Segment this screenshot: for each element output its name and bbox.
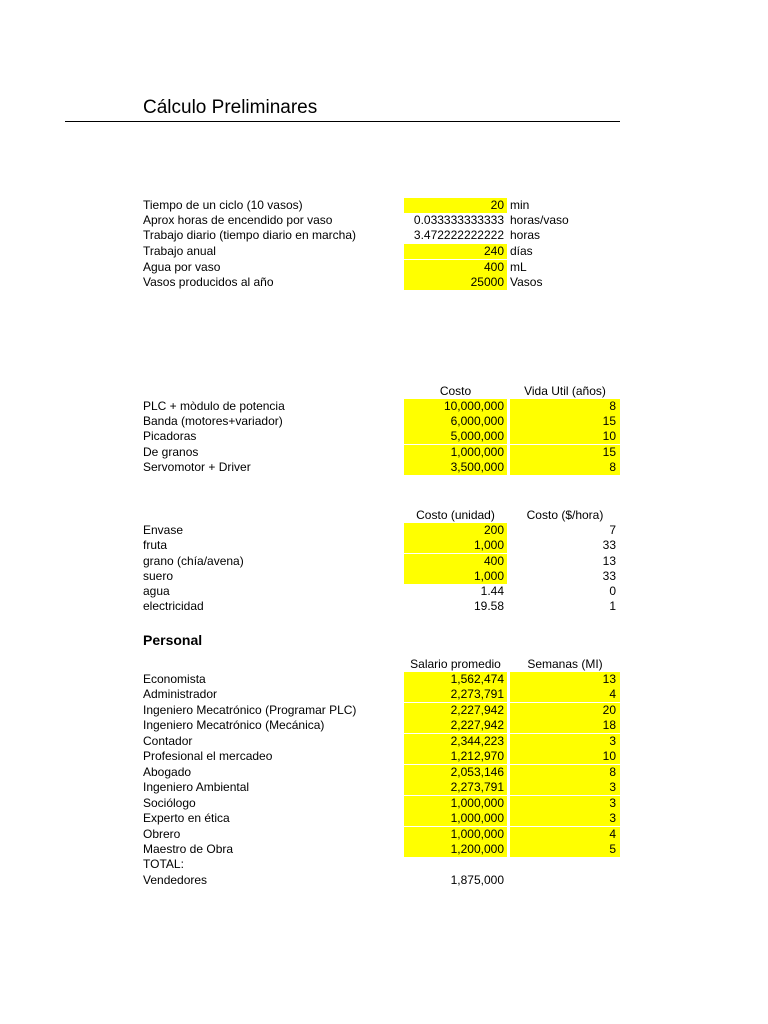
material-hour-cost[interactable]: 13: [602, 554, 616, 568]
calc-value[interactable]: 240: [404, 244, 507, 259]
personal-role: Administrador: [143, 687, 218, 701]
personal-role: Obrero: [143, 827, 181, 841]
personal-role: Maestro de Obra: [143, 842, 234, 856]
calc-label: Agua por vaso: [143, 260, 221, 274]
total-label: TOTAL:: [143, 857, 184, 871]
equipment-row: [0, 445, 768, 460]
personal-role: Ingeniero Mecatrónico (Programar PLC): [143, 703, 357, 717]
material-unit-cost[interactable]: 1.44: [480, 584, 504, 598]
personal-row: [0, 811, 768, 826]
equipment-cost[interactable]: 5,000,000: [404, 429, 507, 444]
equipment-life[interactable]: 8: [510, 460, 620, 475]
material-hour-cost[interactable]: 7: [609, 523, 616, 537]
personal-weeks[interactable]: 3: [510, 734, 620, 749]
personal-row: [0, 703, 768, 718]
vendors-label: Vendedores: [143, 873, 208, 887]
column-header-life: Vida Util (años): [524, 384, 606, 398]
personal-row: [0, 796, 768, 811]
personal-salary[interactable]: 2,344,223: [404, 734, 507, 749]
material-row: [0, 584, 768, 599]
personal-salary[interactable]: 2,273,791: [404, 687, 507, 702]
materials-header-row: [0, 508, 768, 523]
page-title: Cálculo Preliminares: [143, 97, 318, 118]
equipment-row: [0, 399, 768, 414]
column-header-salary: Salario promedio: [410, 657, 501, 671]
material-label: agua: [143, 584, 170, 598]
material-label: fruta: [143, 538, 168, 552]
personal-role: Ingeniero Mecatrónico (Mecánica): [143, 718, 325, 732]
calc-unit: mL: [510, 260, 527, 274]
equipment-label: PLC + mòdulo de potencia: [143, 399, 285, 413]
vendors-value[interactable]: 1,875,000: [450, 873, 504, 887]
material-row: [0, 554, 768, 569]
personal-header-row: [0, 657, 768, 672]
personal-weeks[interactable]: 5: [510, 842, 620, 857]
personal-row: [0, 718, 768, 733]
personal-salary[interactable]: 2,227,942: [404, 718, 507, 733]
calc-unit: horas/vaso: [510, 213, 569, 227]
personal-weeks[interactable]: 4: [510, 827, 620, 842]
calc-row: [0, 213, 768, 228]
personal-row: [0, 734, 768, 749]
equipment-row: [0, 429, 768, 444]
equipment-header-row: [0, 384, 768, 399]
personal-role: Contador: [143, 734, 193, 748]
material-row: [0, 523, 768, 538]
calc-unit: Vasos: [510, 275, 543, 289]
calc-label: Trabajo anual: [143, 244, 216, 258]
material-row: [0, 599, 768, 614]
personal-role: Abogado: [143, 765, 192, 779]
personal-section-title: Personal: [143, 632, 203, 648]
calc-unit: min: [510, 198, 530, 212]
personal-salary[interactable]: 1,200,000: [404, 842, 507, 857]
equipment-row: [0, 460, 768, 475]
personal-salary[interactable]: 1,212,970: [404, 749, 507, 764]
calc-label: Tiempo de un ciclo (10 vasos): [143, 198, 303, 212]
personal-row: [0, 842, 768, 857]
material-label: electricidad: [143, 599, 204, 613]
calc-value[interactable]: 20: [404, 198, 507, 213]
personal-role: Sociólogo: [143, 796, 196, 810]
calc-row: [0, 198, 768, 213]
equipment-label: De granos: [143, 445, 199, 459]
equipment-label: Banda (motores+variador): [143, 414, 283, 428]
material-label: Envase: [143, 523, 184, 537]
material-unit-cost[interactable]: 19.58: [473, 599, 504, 613]
material-unit-cost[interactable]: 1,000: [404, 569, 507, 584]
calc-row: [0, 228, 768, 243]
personal-weeks[interactable]: 18: [510, 718, 620, 733]
equipment-label: Picadoras: [143, 429, 197, 443]
calc-row: [0, 260, 768, 275]
column-header-hour-cost: Costo ($/hora): [526, 508, 604, 522]
column-header-weeks: Semanas (MI): [527, 657, 603, 671]
calc-unit: horas: [510, 228, 541, 242]
material-label: suero: [143, 569, 174, 583]
personal-weeks[interactable]: 8: [510, 765, 620, 780]
equipment-life[interactable]: 15: [510, 445, 620, 460]
equipment-life[interactable]: 8: [510, 399, 620, 414]
personal-role: Economista: [143, 672, 206, 686]
column-header-cost: Costo: [439, 384, 472, 398]
calc-row: [0, 275, 768, 290]
personal-salary[interactable]: 1,000,000: [404, 811, 507, 826]
title-underline: [65, 121, 620, 122]
personal-weeks[interactable]: 20: [510, 703, 620, 718]
material-unit-cost[interactable]: 1,000: [404, 538, 507, 553]
calc-label: Trabajo diario (tiempo diario en marcha): [143, 228, 356, 242]
personal-role: Experto en ética: [143, 811, 230, 825]
material-hour-cost[interactable]: 1: [609, 599, 616, 613]
personal-row: [0, 765, 768, 780]
personal-salary[interactable]: 2,227,942: [404, 703, 507, 718]
material-hour-cost[interactable]: 33: [602, 538, 616, 552]
personal-weeks[interactable]: 4: [510, 687, 620, 702]
equipment-cost[interactable]: 3,500,000: [404, 460, 507, 475]
equipment-cost[interactable]: 10,000,000: [404, 399, 507, 414]
personal-row: [0, 672, 768, 687]
calc-value[interactable]: 3.472222222222: [413, 228, 504, 242]
personal-role: Ingeniero Ambiental: [143, 780, 250, 794]
equipment-label: Servomotor + Driver: [143, 460, 251, 474]
equipment-cost[interactable]: 6,000,000: [404, 414, 507, 429]
personal-salary[interactable]: 2,053,146: [404, 765, 507, 780]
material-row: [0, 538, 768, 553]
personal-weeks[interactable]: 3: [510, 780, 620, 795]
personal-salary[interactable]: 2,273,791: [404, 780, 507, 795]
personal-row: [0, 687, 768, 702]
vendors-row: [0, 873, 768, 888]
equipment-cost[interactable]: 1,000,000: [404, 445, 507, 460]
personal-salary[interactable]: 1,000,000: [404, 796, 507, 811]
equipment-life[interactable]: 15: [510, 414, 620, 429]
personal-weeks[interactable]: 3: [510, 811, 620, 826]
calc-value[interactable]: 25000: [404, 275, 507, 290]
personal-row: [0, 780, 768, 795]
material-hour-cost[interactable]: 33: [602, 569, 616, 583]
personal-weeks[interactable]: 10: [510, 749, 620, 764]
personal-row: [0, 827, 768, 842]
material-row: [0, 569, 768, 584]
total-row: [0, 857, 768, 872]
material-unit-cost[interactable]: 200: [404, 523, 507, 538]
personal-weeks[interactable]: 3: [510, 796, 620, 811]
calc-label: Aprox horas de encendido por vaso: [143, 213, 333, 227]
calc-value[interactable]: 0.033333333333: [413, 213, 504, 227]
material-hour-cost[interactable]: 0: [609, 584, 616, 598]
calc-row: [0, 244, 768, 259]
calc-value[interactable]: 400: [404, 260, 507, 275]
material-label: grano (chía/avena): [143, 554, 244, 568]
personal-salary[interactable]: 1,562,474: [404, 672, 507, 687]
equipment-row: [0, 414, 768, 429]
personal-salary[interactable]: 1,000,000: [404, 827, 507, 842]
calc-unit: días: [510, 244, 533, 258]
personal-role: Profesional el mercadeo: [143, 749, 273, 763]
column-header-unit-cost: Costo (unidad): [416, 508, 495, 522]
personal-row: [0, 749, 768, 764]
equipment-life[interactable]: 10: [510, 429, 620, 444]
personal-weeks[interactable]: 13: [510, 672, 620, 687]
calc-label: Vasos producidos al año: [143, 275, 274, 289]
material-unit-cost[interactable]: 400: [404, 554, 507, 569]
